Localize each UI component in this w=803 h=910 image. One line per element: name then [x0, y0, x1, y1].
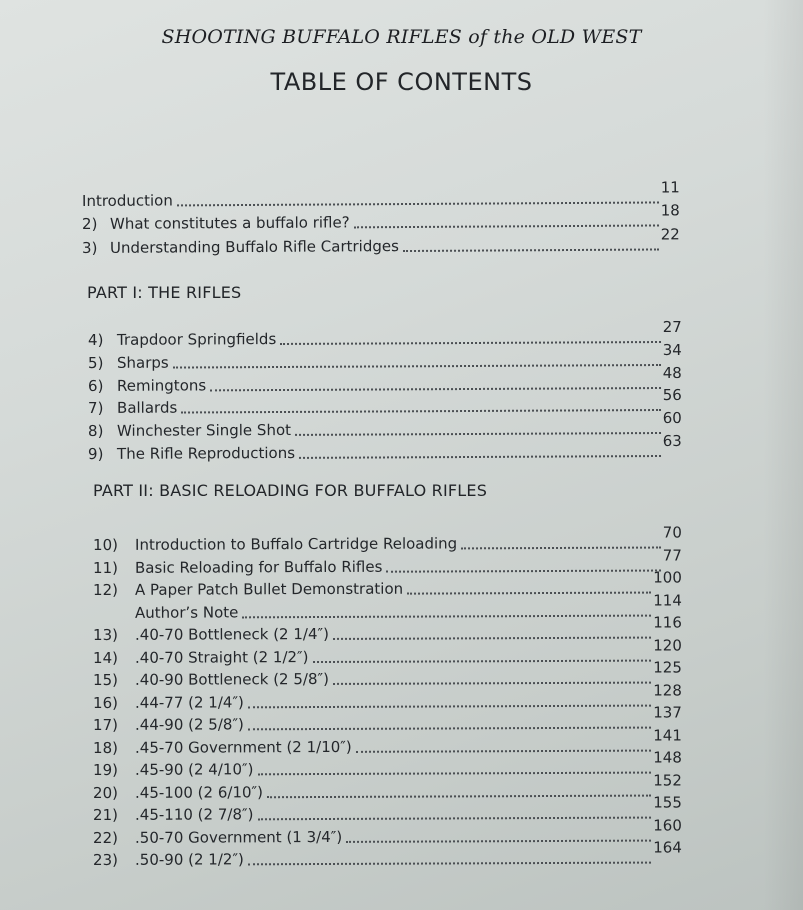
toc-leader-dots: [242, 614, 651, 618]
toc-entry-text: Understanding Buffalo Rifle Cartridges: [109, 236, 399, 257]
toc-entry: [87, 386, 682, 419]
toc-leader-dots: [181, 409, 660, 414]
toc-leader-dots: [461, 547, 661, 550]
toc-leader-dots: [258, 817, 652, 821]
toc-entry-title: [88, 442, 295, 465]
toc-entry: [92, 793, 682, 826]
page-edge-shadow: [763, 0, 803, 910]
toc-entry-number: 10): [92, 535, 118, 554]
toc-entry-text: .40-70 Straight (2 1/2″): [134, 647, 309, 667]
toc-entry-title: [93, 555, 382, 578]
toc-entry-number: 21): [92, 805, 118, 824]
toc-entry-title: [88, 397, 177, 419]
toc-entry: [92, 770, 682, 804]
toc-entry-text: .45-70 Government (2 1/10″): [134, 737, 352, 757]
toc-entry: [92, 568, 682, 601]
toc-page-number: 152: [653, 770, 682, 790]
toc-entry-title: [93, 532, 457, 556]
toc-entry-title: [88, 374, 206, 397]
toc-entry-number: 5): [87, 353, 104, 372]
toc-entry-number: 6): [87, 376, 104, 395]
toc-leader-dots: [386, 569, 660, 572]
toc-entry: [92, 748, 682, 781]
toc-entry-number: 20): [92, 783, 118, 802]
toc-entry-title: [93, 735, 352, 758]
toc-entry-title: [82, 189, 173, 212]
toc-entry-text: Winchester Single Shot: [116, 421, 292, 441]
toc-leader-dots: [177, 201, 659, 206]
toc-entry-title: [93, 578, 403, 601]
toc-entry-number: 9): [87, 444, 104, 463]
toc-entry-number: 4): [87, 330, 104, 349]
toc-leader-dots: [333, 637, 651, 640]
toc-page-number: 148: [653, 748, 682, 767]
toc-entry-text: Basic Reloading for Buffalo Rifles: [134, 557, 383, 577]
toc-entry-title: [93, 623, 329, 646]
toc-leader-dots: [280, 341, 660, 345]
toc-page-number: 48: [662, 363, 682, 382]
part2-heading: PART II: BASIC RELOADING FOR BUFFALO RIFLES: [93, 481, 488, 500]
toc-entry-title: [93, 601, 238, 624]
toc-entry-text: Sharps: [116, 353, 169, 372]
contents-heading: TABLE OF CONTENTS: [270, 68, 533, 96]
toc-entry-text: .44-90 (2 5/8″): [134, 715, 244, 734]
toc-entry-title: [93, 713, 244, 736]
toc-entry: [81, 201, 680, 236]
toc-leader-dots: [267, 794, 651, 798]
toc-page-number: 11: [660, 178, 680, 197]
toc-entry-number: 13): [92, 625, 118, 644]
toc-leader-dots: [354, 225, 659, 229]
toc-entry: [92, 815, 682, 849]
toc-entry-text: Author’s Note: [134, 602, 239, 622]
toc-entry: [87, 363, 682, 396]
toc-entry-title: [88, 328, 276, 351]
toc-entry-number: 8): [87, 422, 104, 441]
toc-entry-number: 23): [92, 850, 118, 869]
toc-entry: [87, 340, 682, 374]
toc-page-number: 116: [653, 613, 682, 632]
toc-page-number: 27: [662, 317, 682, 336]
toc-entry: [87, 317, 682, 351]
toc-page-number: 60: [662, 409, 682, 428]
toc-page-number: 137: [653, 703, 682, 722]
toc-leader-dots: [248, 727, 651, 731]
toc-entry-number: 16): [92, 693, 118, 712]
toc-entry: [81, 225, 680, 259]
toc-page-number: 18: [660, 201, 680, 220]
toc-page-number: 22: [660, 225, 680, 244]
toc-entry-number: 7): [87, 399, 104, 418]
toc-entry-number: 2): [81, 215, 98, 234]
toc-entry-title: [93, 646, 309, 669]
toc-entry: [92, 725, 682, 759]
toc-page-number: 141: [653, 725, 682, 745]
toc-entry-text: .44-77 (2 1/4″): [134, 692, 244, 712]
toc-page-number: 155: [653, 793, 682, 812]
toc-entry-title: [82, 235, 399, 259]
book-title: SHOOTING BUFFALO RIFLES of the OLD WEST: [161, 26, 642, 48]
toc-page-number: 114: [653, 590, 682, 610]
toc-page-number: 70: [662, 523, 682, 542]
toc-entry-title: [93, 848, 244, 871]
toc-entry-text: Introduction: [81, 191, 173, 210]
toc-entry-title: [82, 212, 350, 236]
toc-entry-text: .45-100 (2 6/10″): [134, 782, 264, 802]
toc-entry-number: 22): [92, 828, 118, 847]
toc-leader-dots: [248, 862, 651, 866]
toc-entry-text: .45-90 (2 4/10″): [134, 760, 254, 779]
toc-leader-dots: [248, 704, 651, 708]
toc-page-number: 34: [662, 340, 682, 359]
toc-entry-title: [93, 781, 263, 804]
toc-entry-text: .40-90 Bottleneck (2 5/8″): [134, 669, 329, 689]
toc-leader-dots: [258, 772, 652, 776]
toc-page-number: 128: [653, 680, 682, 700]
toc-entry: [92, 635, 682, 669]
toc-entry: [92, 613, 682, 646]
toc-entry-title: [93, 691, 244, 714]
toc-entry: [92, 545, 682, 579]
toc-entry-number: 18): [92, 738, 118, 757]
toc-entry: [87, 409, 682, 442]
toc-page-number: 125: [653, 658, 682, 677]
toc-entry: [92, 658, 682, 691]
toc-leader-dots: [407, 592, 651, 595]
toc-page-number: 100: [653, 568, 682, 587]
toc-entry-title: [93, 825, 342, 848]
toc-entry-text: What constitutes a buffalo rifle?: [109, 213, 350, 234]
toc-entry-text: The Rifle Reproductions: [116, 443, 296, 463]
toc-page-number: 63: [662, 431, 682, 450]
toc-entry-title: [93, 803, 254, 826]
toc-entry-number: 15): [92, 670, 118, 689]
toc-page-number: 160: [653, 815, 682, 835]
toc-entry-number: 17): [92, 715, 118, 734]
toc-page-number: 56: [662, 386, 682, 405]
toc-leader-dots: [295, 432, 661, 436]
toc-entry-text: Introduction to Buffalo Cartridge Reloading: [134, 534, 458, 554]
toc-entry-text: A Paper Patch Bullet Demonstration: [134, 579, 404, 599]
toc-entry-title: [93, 668, 329, 691]
toc-entry-title: [93, 758, 254, 781]
toc-entry-text: .45-110 (2 7/8″): [134, 805, 254, 824]
toc-entry-text: .40-70 Bottleneck (2 1/4″): [134, 624, 329, 644]
toc-entry-number: 14): [92, 648, 118, 667]
toc-entry-text: Ballards: [116, 398, 178, 418]
toc-entry: [93, 590, 682, 624]
toc-leader-dots: [403, 248, 659, 252]
toc-entry-number: 11): [92, 558, 118, 577]
toc-leader-dots: [313, 659, 652, 662]
toc-leader-dots: [299, 455, 661, 459]
toc-entry-title: [88, 351, 169, 373]
toc-entry: [92, 680, 682, 714]
toc-entry: [92, 838, 682, 871]
toc-page-number: 120: [653, 635, 682, 655]
toc-entry-number: 3): [81, 238, 98, 257]
toc-entry: [92, 523, 682, 556]
toc-leader-dots: [346, 839, 651, 842]
toc-leader-dots: [333, 682, 651, 685]
toc-entry-number: 12): [92, 580, 118, 599]
toc-leader-dots: [210, 387, 661, 391]
toc-entry-number: 19): [92, 760, 118, 779]
toc-entry: [81, 178, 680, 212]
part1-heading: PART I: THE RIFLES: [87, 283, 242, 302]
toc-entry: [92, 703, 682, 736]
toc-entry-text: Remingtons: [116, 375, 207, 395]
toc-entry-text: .50-90 (2 1/2″): [134, 850, 244, 869]
toc-leader-dots: [356, 749, 651, 752]
toc-page-number: 77: [662, 545, 682, 565]
toc-entry-text: Trapdoor Springfields: [116, 330, 277, 349]
toc-entry-text: .50-70 Government (1 3/4″): [134, 827, 343, 847]
toc-page-number: 164: [653, 838, 682, 857]
toc-entry-title: [88, 419, 291, 442]
toc-leader-dots: [173, 364, 661, 369]
